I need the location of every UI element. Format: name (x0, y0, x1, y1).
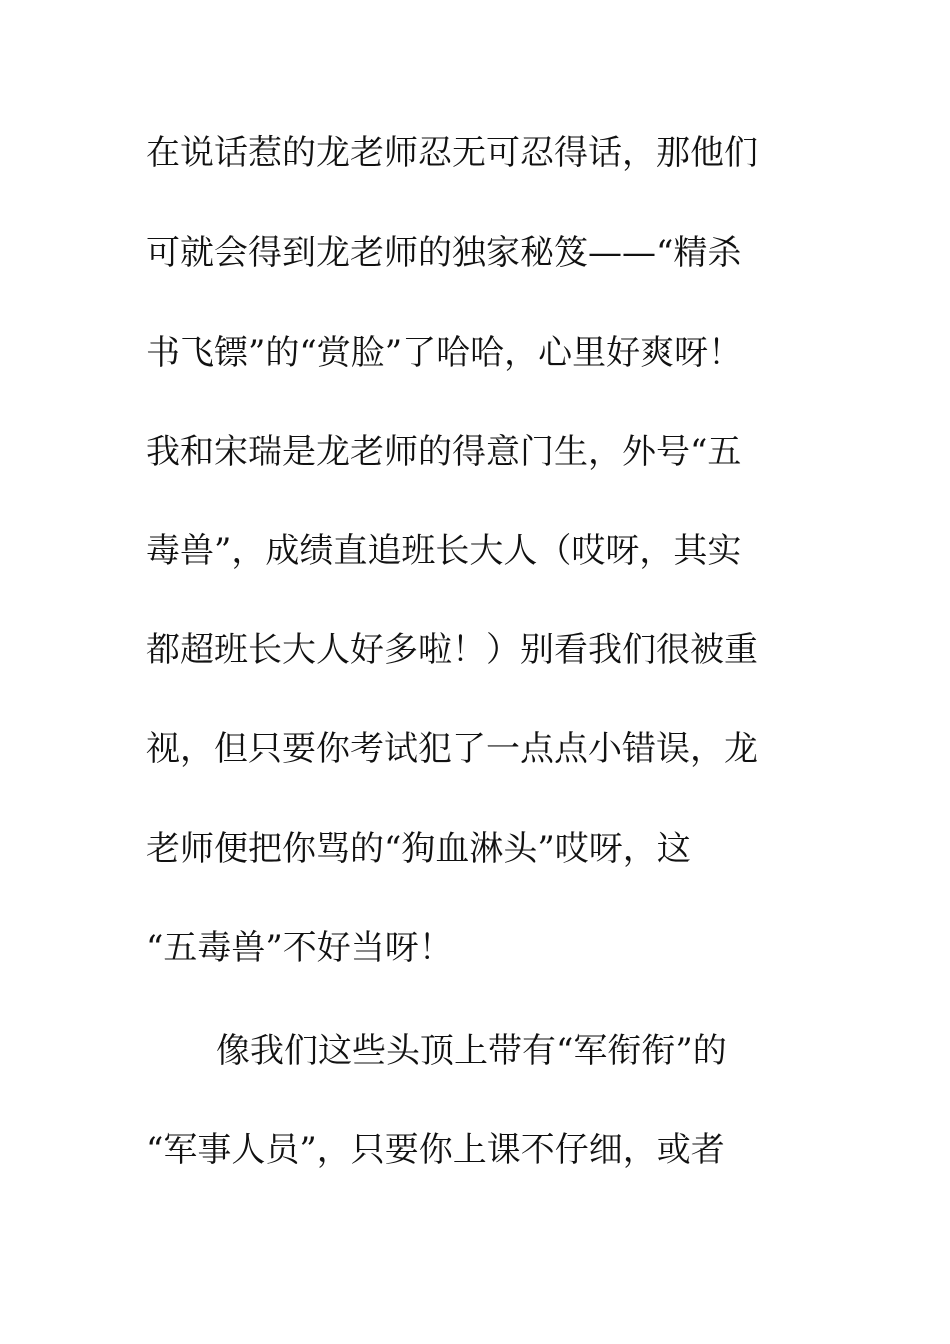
paragraph-first-line: 像我们这些头顶上带有“军衔衔”的 (216, 1031, 727, 1071)
text-line: “军事人员”，只要你上课不仔细，或者 (146, 1130, 725, 1170)
text-line: 毒兽”，成绩直追班长大人（哎呀，其实 (146, 531, 742, 571)
text-line: 视，但只要你考试犯了一点点小错误，龙 (146, 729, 758, 769)
text-line: 都超班长大人好多啦！）别看我们很被重 (146, 630, 758, 670)
text-line: 可就会得到龙老师的独家秘笈——“精杀 (146, 233, 742, 273)
text-line: 老师便把你骂的“狗血淋头”哎呀，这 (146, 829, 691, 869)
text-line: 书飞镖”的“赏脸”了哈哈，心里好爽呀！ (146, 333, 743, 373)
text-line: 在说话惹的龙老师忍无可忍得话，那他们 (146, 133, 758, 173)
text-line: “五毒兽”不好当呀！ (146, 928, 453, 968)
text-line: 我和宋瑞是龙老师的得意门生，外号“五 (146, 432, 742, 472)
